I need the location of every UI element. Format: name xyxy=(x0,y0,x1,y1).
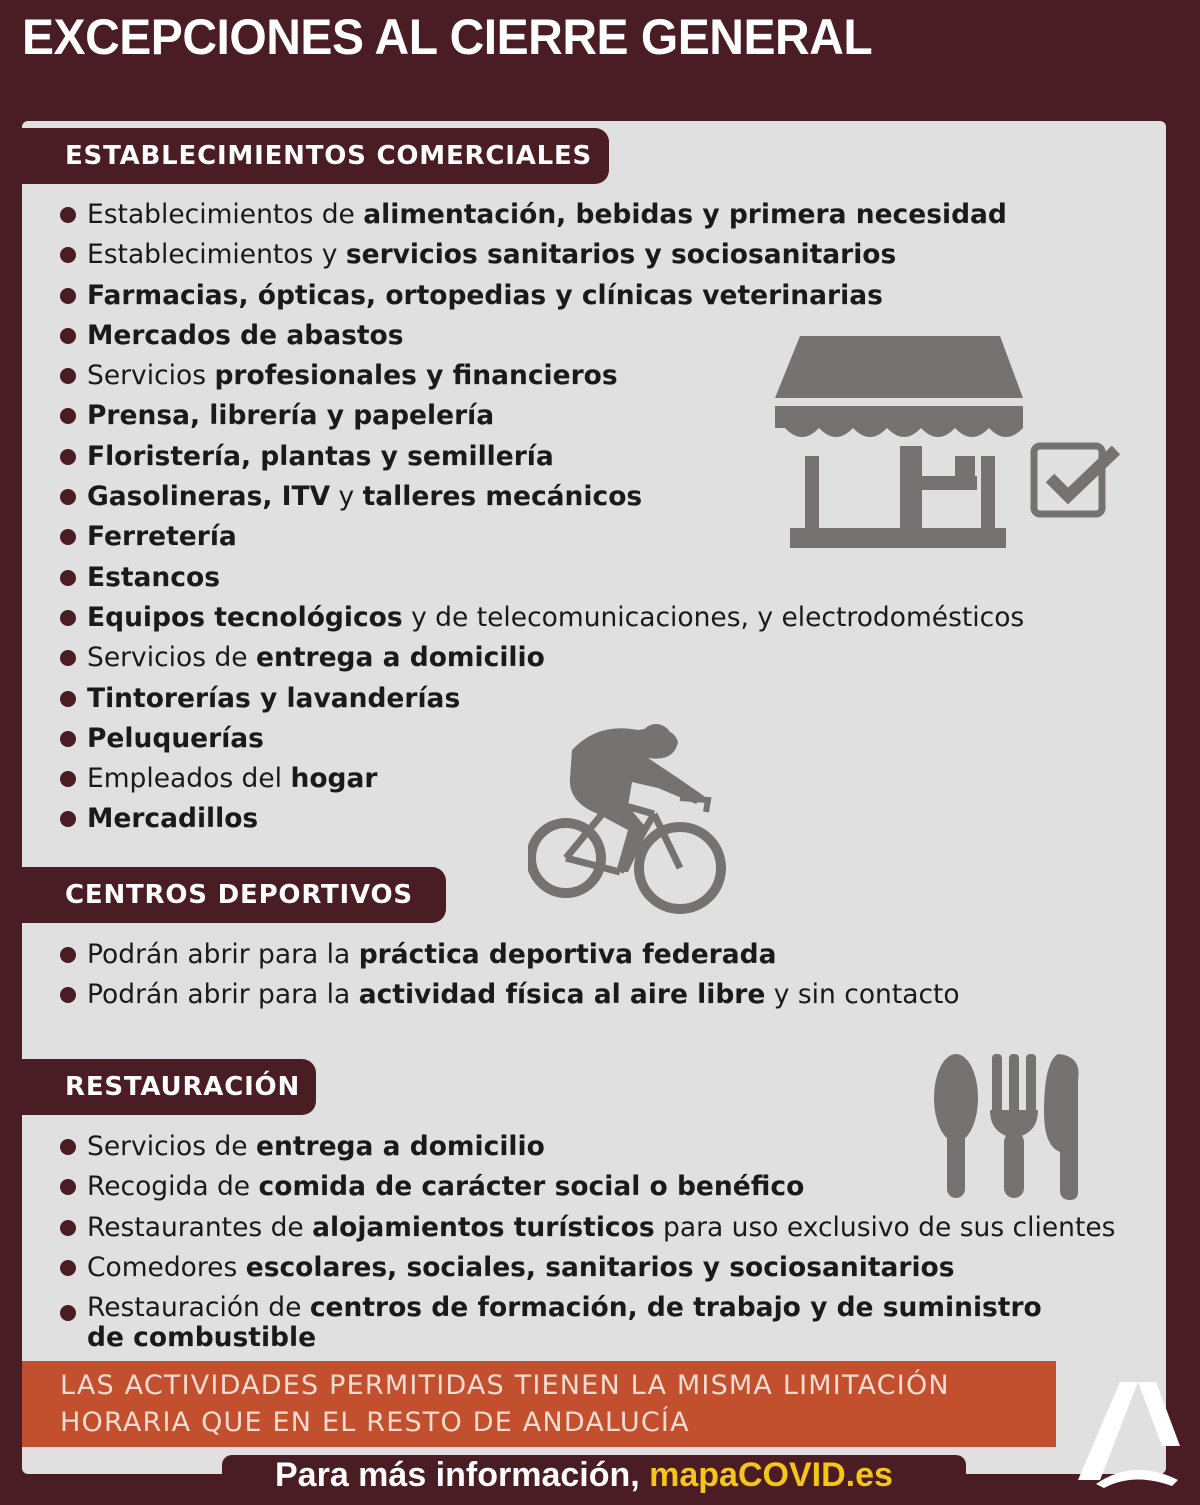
item-bold-text: actividad física al aire libre xyxy=(358,979,766,1011)
item-text: Podrán abrir para la xyxy=(87,939,359,970)
item-bold-text: Farmacias, ópticas, ortopedias y clínicas veterinarias xyxy=(87,279,883,311)
checkbox-checked-icon xyxy=(1030,440,1122,520)
item-bold-text: comida de carácter social o benéfico xyxy=(258,1171,805,1203)
item-text: Servicios xyxy=(87,360,215,392)
item-bold-text: alojamientos turísticos xyxy=(312,1211,655,1243)
item-text: Restaurantes de xyxy=(87,1211,313,1243)
list-item xyxy=(60,638,1024,678)
info-banner xyxy=(22,1361,1056,1447)
list-item xyxy=(60,975,960,1015)
list-item xyxy=(60,935,960,975)
item-bold-text: hogar xyxy=(290,763,378,795)
list-item xyxy=(60,235,1024,275)
item-bold-text: profesionales y financieros xyxy=(214,360,618,392)
section-heading-comerciales: ESTABLECIMIENTOS COMERCIALES xyxy=(22,128,609,184)
footer-text xyxy=(275,1456,893,1495)
list-item xyxy=(60,598,1024,638)
item-bold-text: Prensa, librería y papelería xyxy=(87,400,495,432)
item-bold-text: servicios sanitarios y sociosanitarios xyxy=(345,239,897,271)
cyclist-icon xyxy=(528,722,728,918)
item-bold-text: entrega a domicilio xyxy=(256,1131,545,1162)
shop-icon xyxy=(775,336,1025,550)
item-bold-text: talleres mecánicos xyxy=(362,481,643,513)
item-text: Empleados del xyxy=(87,763,291,795)
item-text: y de telecomunicaciones, y electrodomésticos xyxy=(402,601,1025,633)
item-bold-text: práctica deportiva federada xyxy=(358,939,777,970)
item-text: Servicios de xyxy=(87,642,256,674)
item-bold-text: entrega a domicilio xyxy=(256,642,545,674)
section-heading-deportivos: CENTROS DEPORTIVOS xyxy=(22,867,446,923)
cutlery-icon xyxy=(932,1052,1082,1202)
item-bold-text: Estancos xyxy=(87,561,220,593)
item-bold-text: centros de formación, de trabajo y de suministro de combustible xyxy=(87,1292,1042,1354)
item-bold-text: Floristería, plantas y semillería xyxy=(87,440,554,472)
mapacovid-link[interactable]: mapaCOVID.es xyxy=(649,1456,893,1494)
page-title: EXCEPCIONES AL CIERRE GENERAL xyxy=(22,9,873,65)
item-bold-text: Peluquerías xyxy=(87,722,264,754)
item-bold-text: Mercados de abastos xyxy=(87,319,404,351)
list-item xyxy=(60,1208,1115,1248)
item-text: Comedores xyxy=(87,1251,246,1283)
item-text: para uso exclusivo de sus clientes xyxy=(654,1211,1116,1243)
item-bold-text: Tintorerías y lavanderías xyxy=(87,682,461,714)
list-item xyxy=(60,1288,1060,1353)
item-bold-text: Gasolineras, ITV xyxy=(87,481,331,513)
list-deportivos xyxy=(60,935,960,1016)
list-item xyxy=(60,1248,1115,1288)
item-bold-text: escolares, sociales, sanitarios y sociosanitarios xyxy=(245,1251,955,1283)
junta-andalucia-logo xyxy=(1074,1380,1184,1488)
item-text: Establecimientos y xyxy=(87,239,346,271)
list-item xyxy=(60,195,1024,235)
item-bold-text: Equipos tecnológicos xyxy=(87,601,403,633)
item-text: Restauración de xyxy=(87,1292,310,1324)
footer-prefix: Para más información, xyxy=(275,1456,650,1494)
item-text: y sin contacto xyxy=(765,979,960,1011)
item-text: Establecimientos de xyxy=(87,199,364,230)
item-text: Recogida de xyxy=(87,1171,259,1203)
item-text: Servicios de xyxy=(87,1131,256,1162)
item-text: y xyxy=(330,481,363,513)
item-text: Podrán abrir para la xyxy=(87,979,359,1011)
item-bold-text: Mercadillos xyxy=(87,803,259,835)
item-bold-text: alimentación, bebidas y primera necesidad xyxy=(363,199,1007,230)
item-bold-text: Ferretería xyxy=(87,521,237,553)
section-heading-restauracion: RESTAURACIÓN xyxy=(22,1059,316,1115)
list-item xyxy=(60,276,1024,316)
banner-line-1: LAS ACTIVIDADES PERMITIDAS TIENEN LA MISMA LIMITACIÓN xyxy=(60,1370,950,1401)
banner-line-2: HORARIA QUE EN EL RESTO DE ANDALUCÍA xyxy=(60,1407,690,1438)
list-item xyxy=(60,558,1024,598)
list-item xyxy=(60,679,1024,719)
